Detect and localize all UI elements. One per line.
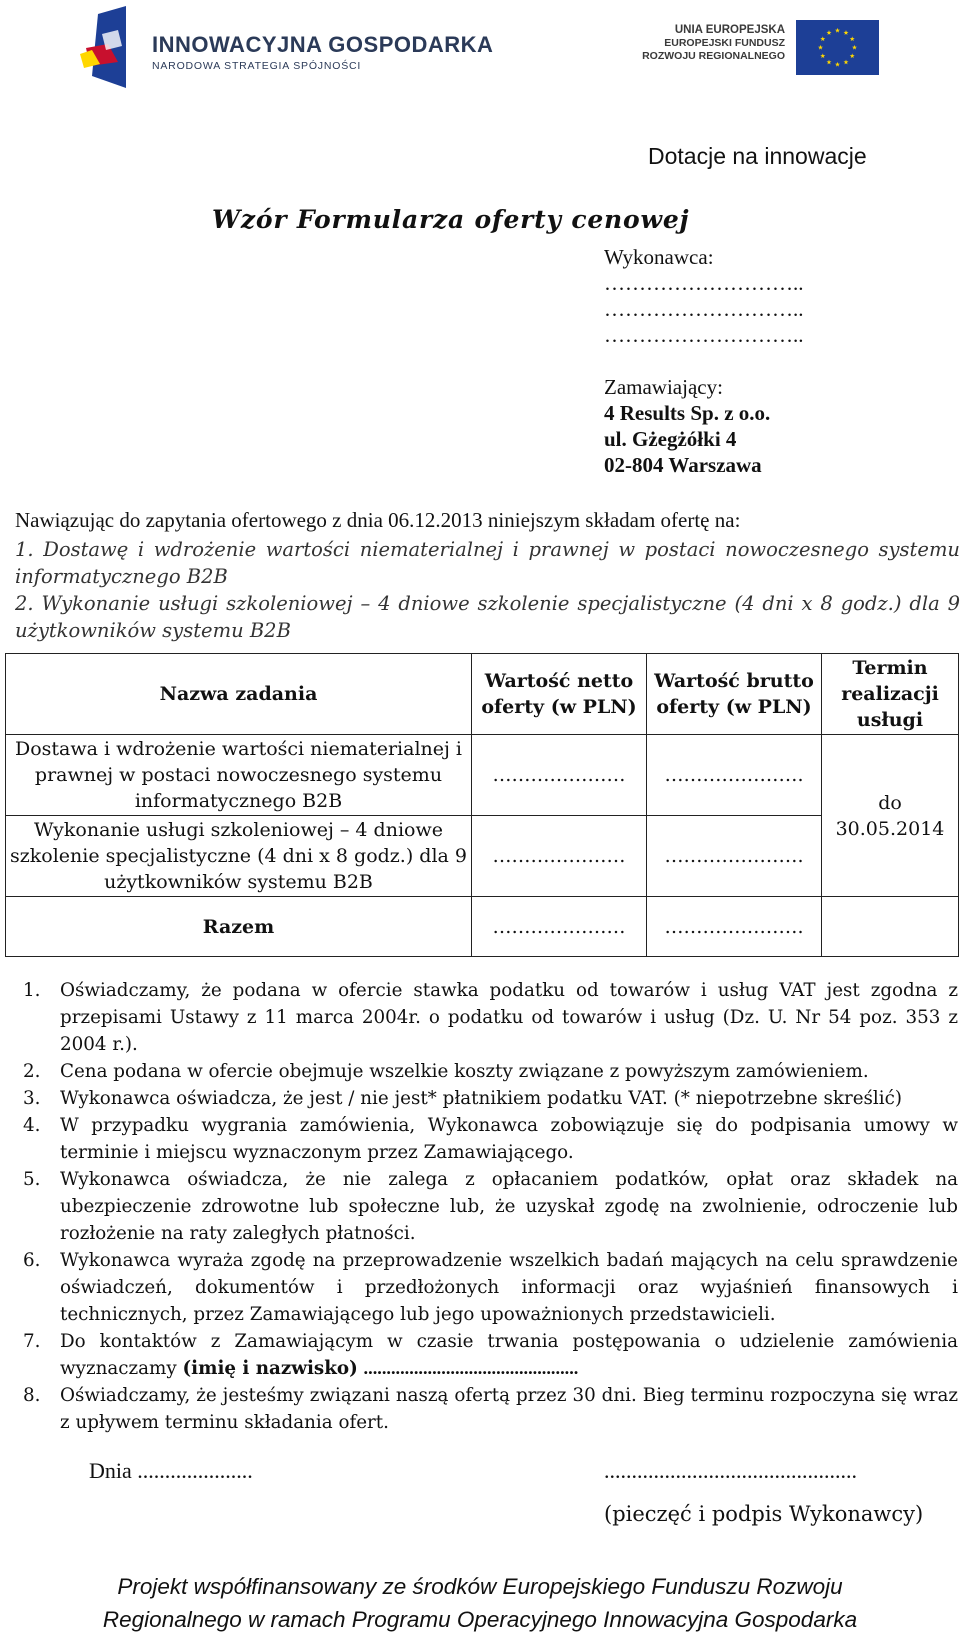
row-1-brutto: …………………. [647, 735, 822, 816]
contractor-line-2: ……………………….. [604, 297, 804, 321]
header-task-name: Nazwa zadania [6, 654, 472, 735]
table-total-row [6, 897, 959, 957]
list-item [20, 1247, 958, 1328]
list-item [20, 1328, 958, 1382]
header-netto: Wartość netto oferty (w PLN) [472, 654, 647, 735]
statement-number: 3. [23, 1088, 41, 1109]
signature-caption: (pieczęć i podpis Wykonawcy) [604, 1502, 924, 1526]
statement-text: Wykonawca wyraża zgodę na przeprowadzenie wszelkich badań mających na celu sprawdzenie oświadczeń, dokumentów i przedłożonych informacji oraz wyjaśnień finansowych i technicznych, przez Zamawiającego lub jego upoważnionych przedstawicieli. [60, 1250, 958, 1325]
statement-text: Do kontaktów z Zamawiającym w czasie trwania postępowania o udzielenie zamówienia wyznaczamy [60, 1331, 958, 1379]
list-item [20, 1085, 958, 1112]
list-item [20, 977, 958, 1058]
statement-text: Cena podana w ofercie obejmuje wszelkie koszty związane z powyższym zamówieniem. [60, 1061, 869, 1082]
programme-subtitle: Dotacje na innowacje [648, 143, 867, 169]
deadline-value: do 30.05.2014 [835, 791, 945, 840]
ordering-party-street: ul. Gżegżółki 4 [604, 427, 737, 451]
ordering-party-label: Zamawiający: [604, 375, 723, 399]
ordering-party-name: 4 Results Sp. z o.o. [604, 401, 771, 425]
intro-text: Nawiązując do zapytania ofertowego z dnia 06.12.2013 niniejszym składam ofertę na: [15, 508, 741, 532]
statements-list [20, 977, 958, 1436]
statement-number: 2. [23, 1061, 41, 1082]
offer-item-2: 2. Wykonanie usługi szkoleniowej – 4 dniowe szkolenie specjalistyczne (4 dni x 8 godz.) dla 9 użytkowników systemu B2B [15, 592, 960, 642]
list-item [20, 1382, 958, 1436]
ordering-party-city: 02-804 Warszawa [604, 453, 762, 477]
table-row [6, 735, 959, 816]
list-item [20, 1058, 958, 1085]
row-1-name: Dostawa i wdrożenie wartości niematerialnej i prawnej w postaci nowoczesnego systemu informatycznego B2B [6, 735, 472, 816]
eu-fund-wordmark [630, 24, 785, 63]
row-2-netto: ………………… [472, 816, 647, 897]
contact-person-label: (imię i nazwisko) [182, 1358, 358, 1379]
header-deadline: Termin realizacji usługi [822, 654, 959, 735]
eu-line-3: ROZWOJU REGIONALNEGO [642, 50, 785, 62]
statement-text: Oświadczamy, że jesteśmy związani naszą ofertą przez 30 dni. Bieg terminu rozpoczyna się wraz z upływem terminu składania ofert. [60, 1385, 958, 1433]
total-deadline-empty [822, 897, 959, 957]
row-2-brutto: …………………. [647, 816, 822, 897]
statement-text: Wykonawca oświadcza, że nie zalega z opłacaniem podatków, opłat oraz składek na ubezpieczenie zdrowotne lub społeczne lub, że uzyskał zgodę na zwolnienie, odroczenie lub rozłożenie na raty zaległych płatności. [60, 1169, 958, 1244]
statement-number: 5. [23, 1169, 41, 1190]
statement-number: 4. [23, 1115, 41, 1136]
contractor-line-3: ……………………….. [604, 323, 804, 347]
statement-number: 7. [23, 1331, 41, 1352]
total-netto: ………………… [472, 897, 647, 957]
total-label: Razem [6, 897, 472, 957]
row-1-netto: ………………… [472, 735, 647, 816]
statement-number: 8. [23, 1385, 41, 1406]
footer-line-2: Regionalnego w ramach Programu Operacyjnego Innowacyjna Gospodarka [102, 1607, 858, 1632]
statement-number: 1. [23, 980, 41, 1001]
header-brutto: Wartość brutto oferty (w PLN) [647, 654, 822, 735]
price-table [5, 653, 959, 957]
offer-item-1: 1. Dostawę i wdrożenie wartości niematerialnej i prawnej w postaci nowoczesnego systemu informatycznego B2B [15, 538, 960, 588]
eu-line-1: UNIA EUROPEJSKA [674, 24, 785, 36]
list-item [20, 1166, 958, 1247]
table-row [6, 816, 959, 897]
footer-line-1: Projekt współfinansowany ze środków Europejskiego Funduszu Rozwoju [117, 1574, 843, 1599]
eu-flag-icon [796, 20, 879, 75]
innowacyjna-gospodarka-wordmark [152, 32, 493, 72]
eu-line-2: EUROPEJSKI FUNDUSZ [664, 37, 785, 49]
contractor-line-1: ……………………….. [604, 271, 804, 295]
statement-text: Wykonawca oświadcza, że jest / nie jest* płatnikiem podatku VAT. (* niepotrzebne skreślić) [60, 1088, 902, 1109]
list-item [20, 1112, 958, 1166]
statement-text: W przypadku wygrania zamówienia, Wykonawca zobowiązuje się do podpisania umowy w terminie i miejscu wyznaczonym przez Zamawiającego. [60, 1115, 958, 1163]
row-2-name: Wykonanie usługi szkoleniowej – 4 dniowe szkolenie specjalistyczne (4 dni x 8 godz.) dla 9 użytkowników systemu B2B [6, 816, 472, 897]
footer-note [0, 1570, 960, 1636]
logo-left-title: INNOWACYJNA GOSPODARKA [152, 32, 494, 57]
logo-left-subtitle: NARODOWA STRATEGIA SPÓJNOŚCI [152, 60, 362, 72]
statement-text: Oświadczamy, że podana w ofercie stawka podatku od towarów i usług VAT jest zgodna z przepisami Ustawy z 11 marca 2004r. o podatku od towarów i usług (Dz. U. Nr 54 poz. 353 z 2004 r.). [60, 980, 958, 1055]
contact-person-field: ............................................... [363, 1358, 579, 1378]
table-header-row [6, 654, 959, 735]
signature-line: .............................................. [604, 1458, 857, 1483]
signature-date: Dnia ..................... [89, 1458, 253, 1483]
contractor-label: Wykonawca: [604, 245, 714, 269]
statement-number: 6. [23, 1250, 41, 1271]
total-brutto: …………………. [647, 897, 822, 957]
deadline-cell [822, 735, 959, 897]
form-title: Wzór Formularza oferty cenowej [212, 205, 690, 234]
